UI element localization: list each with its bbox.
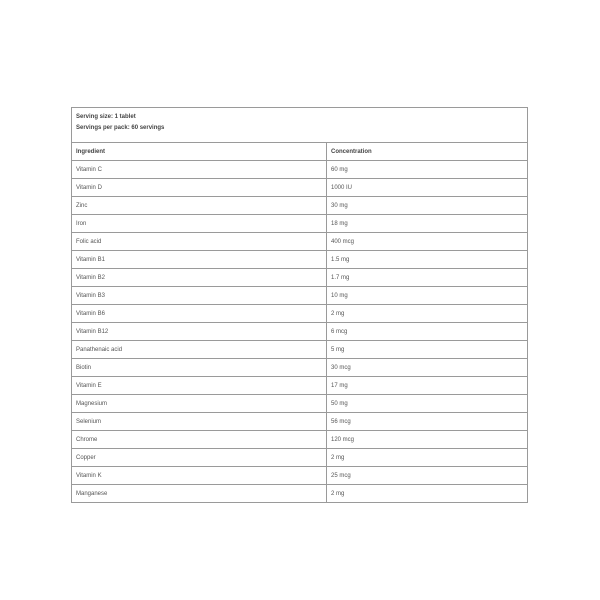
table-row — [72, 161, 527, 179]
concentration-cell: 56 mcg — [327, 413, 528, 431]
table-header-row — [72, 143, 527, 161]
ingredients-table-body — [72, 161, 527, 503]
table-row — [72, 467, 527, 485]
table-row — [72, 395, 527, 413]
concentration-cell: 2 mg — [327, 485, 528, 503]
table-row — [72, 251, 527, 269]
ingredients-table — [72, 143, 527, 502]
table-row — [72, 449, 527, 467]
ingredient-cell: Vitamin D — [72, 179, 327, 197]
table-row — [72, 269, 527, 287]
concentration-cell: 10 mg — [327, 287, 528, 305]
concentration-column-header: Concentration — [331, 148, 372, 155]
concentration-cell: 2 mg — [327, 305, 528, 323]
table-row — [72, 287, 527, 305]
concentration-cell: 50 mg — [327, 395, 528, 413]
concentration-cell: 25 mcg — [327, 467, 528, 485]
ingredient-cell: Vitamin B3 — [72, 287, 327, 305]
ingredient-cell: Iron — [72, 215, 327, 233]
nutrition-panel — [71, 107, 528, 503]
ingredient-cell: Vitamin E — [72, 377, 327, 395]
ingredient-cell: Copper — [72, 449, 327, 467]
ingredient-cell: Vitamin C — [72, 161, 327, 179]
concentration-cell: 400 mcg — [327, 233, 528, 251]
table-row — [72, 179, 527, 197]
concentration-cell: 18 mg — [327, 215, 528, 233]
table-row — [72, 359, 527, 377]
concentration-cell: 30 mg — [327, 197, 528, 215]
table-row — [72, 197, 527, 215]
table-row — [72, 413, 527, 431]
concentration-cell: 1.5 mg — [327, 251, 528, 269]
ingredient-cell: Vitamin B6 — [72, 305, 327, 323]
serving-size: Serving size: 1 tablet — [76, 114, 136, 120]
ingredient-cell: Vitamin B2 — [72, 269, 327, 287]
ingredient-cell: Selenium — [72, 413, 327, 431]
ingredient-cell: Vitamin B12 — [72, 323, 327, 341]
ingredient-cell: Folic acid — [72, 233, 327, 251]
serving-info — [72, 108, 527, 143]
ingredient-cell: Magnesium — [72, 395, 327, 413]
concentration-cell: 1.7 mg — [327, 269, 528, 287]
ingredient-cell: Biotin — [72, 359, 327, 377]
ingredient-cell: Chrome — [72, 431, 327, 449]
table-row — [72, 485, 527, 503]
concentration-cell: 30 mcg — [327, 359, 528, 377]
ingredient-cell: Zinc — [72, 197, 327, 215]
ingredient-cell: Vitamin K — [72, 467, 327, 485]
table-row — [72, 305, 527, 323]
ingredient-cell: Panathenaic acid — [72, 341, 327, 359]
ingredient-cell: Manganese — [72, 485, 327, 503]
concentration-cell: 6 mcg — [327, 323, 528, 341]
table-row — [72, 323, 527, 341]
table-row — [72, 215, 527, 233]
table-row — [72, 341, 527, 359]
concentration-cell: 1000 IU — [327, 179, 528, 197]
table-row — [72, 431, 527, 449]
concentration-cell: 17 mg — [327, 377, 528, 395]
ingredient-cell: Vitamin B1 — [72, 251, 327, 269]
concentration-cell: 60 mg — [327, 161, 528, 179]
concentration-cell: 5 mg — [327, 341, 528, 359]
concentration-cell: 120 mcg — [327, 431, 528, 449]
concentration-cell: 2 mg — [327, 449, 528, 467]
table-row — [72, 377, 527, 395]
table-row — [72, 233, 527, 251]
servings-per-pack: Servings per pack: 60 servings — [76, 125, 165, 131]
ingredient-column-header: Ingredient — [72, 143, 327, 161]
